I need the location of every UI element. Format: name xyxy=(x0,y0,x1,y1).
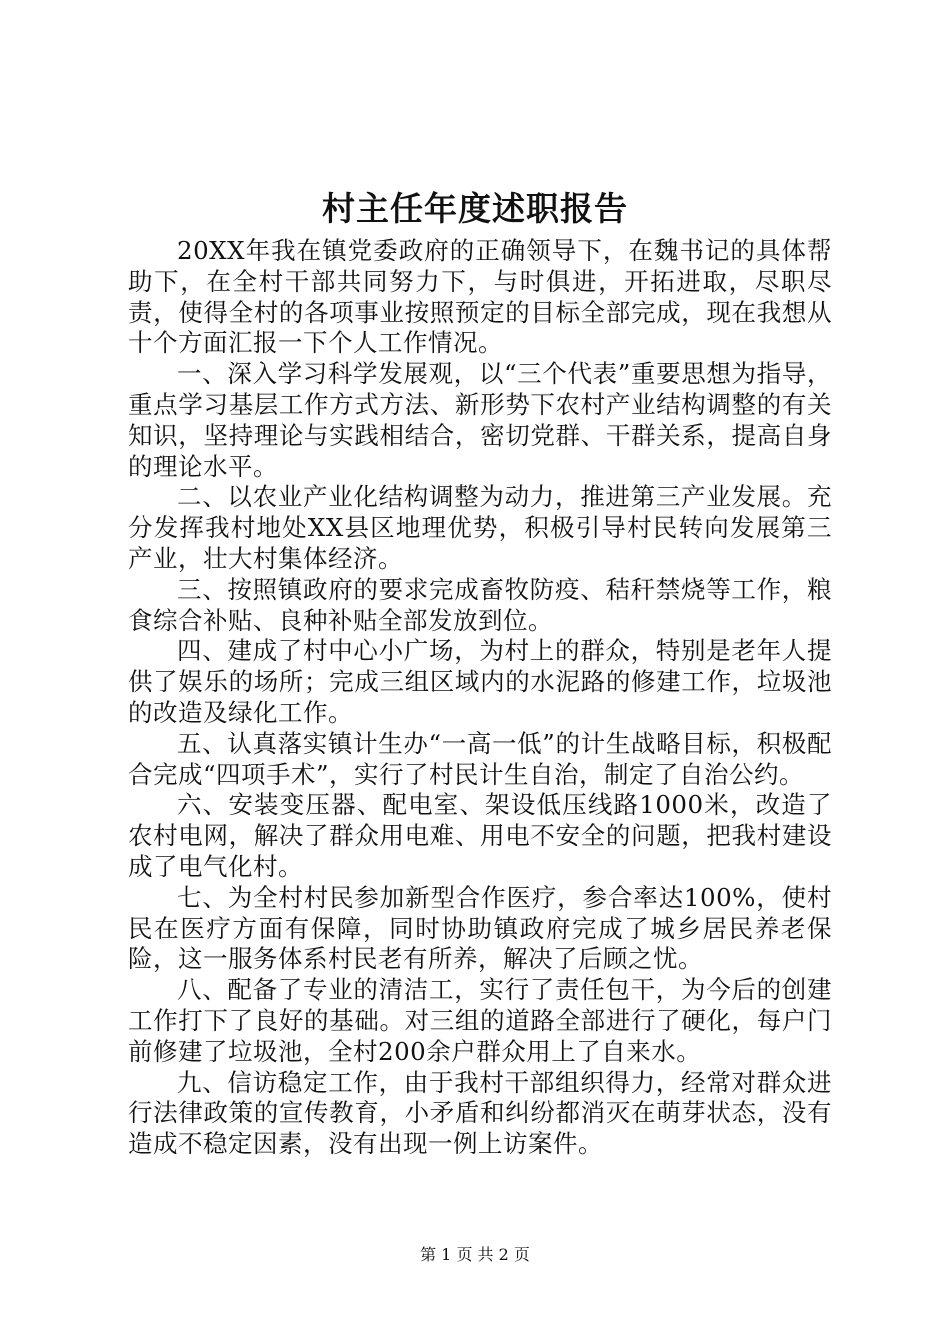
paragraph-item-3: 三、按照镇政府的要求完成畜牧防疫、秸秆禁烧等工作，粮食综合补贴、良种补贴全部发放到位。 xyxy=(128,574,832,635)
paragraph-item-7: 七、为全村村民参加新型合作医疗，参合率达100%，使村民在医疗方面有保障，同时协助镇政府完成了城乡居民养老保险，这一服务体系村民老有所养，解决了后顾之忧。 xyxy=(128,882,832,974)
paragraph-item-9: 九、信访稳定工作，由于我村干部组织得力，经常对群众进行法律政策的宣传教育，小矛盾和纠纷都消灭在萌芽状态，没有造成不稳定因素，没有出现一例上访案件。 xyxy=(128,1067,832,1159)
paragraph-item-1: 一、深入学习科学发展观，以“三个代表”重要思想为指导，重点学习基层工作方式方法、新形势下农村产业结构调整的有关知识，坚持理论与实践相结合，密切党群、干群关系，提高自身的理论水平。 xyxy=(128,359,832,481)
paragraph-item-8: 八、配备了专业的清洁工，实行了责任包干，为今后的创建工作打下了良好的基础。对三组的道路全部进行了硬化，每户门前修建了垃圾池，全村200余户群众用上了自来水。 xyxy=(128,975,832,1066)
document-title: 村主任年度述职报告 xyxy=(322,189,628,228)
paragraph-item-6: 六、安装变压器、配电室、架设低压线路1000米，改造了农村电网，解决了群众用电难、用电不安全的问题，把我村建设成了电气化村。 xyxy=(128,790,832,881)
paragraph-item-4: 四、建成了村中心小广场，为村上的群众，特别是老年人提供了娱乐的场所；完成三组区域内的水泥路的修建工作，垃圾池的改造及绿化工作。 xyxy=(128,636,832,727)
page-footer: 第 1 页 共 2 页 xyxy=(420,1245,530,1264)
intro-paragraph: 20XX年我在镇党委政府的正确领导下，在魏书记的具体帮助下，在全村干部共同努力下，与时俱进，开拓进取，尽职尽责，使得全村的各项事业按照预定的目标全部完成，现在我想从十个方面汇报一下个人工作情况。 xyxy=(128,236,832,358)
paragraph-item-5: 五、认真落实镇计生办“一高一低”的计生战略目标，积极配合完成“四项手术”，实行了村民计生自治，制定了自治公约。 xyxy=(128,728,832,789)
document-body xyxy=(128,236,832,1160)
paragraph-item-2: 二、以农业产业化结构调整为动力，推进第三产业发展。充分发挥我村地处XX县区地理优势，积极引导村民转向发展第三产业，壮大村集体经济。 xyxy=(128,482,832,573)
